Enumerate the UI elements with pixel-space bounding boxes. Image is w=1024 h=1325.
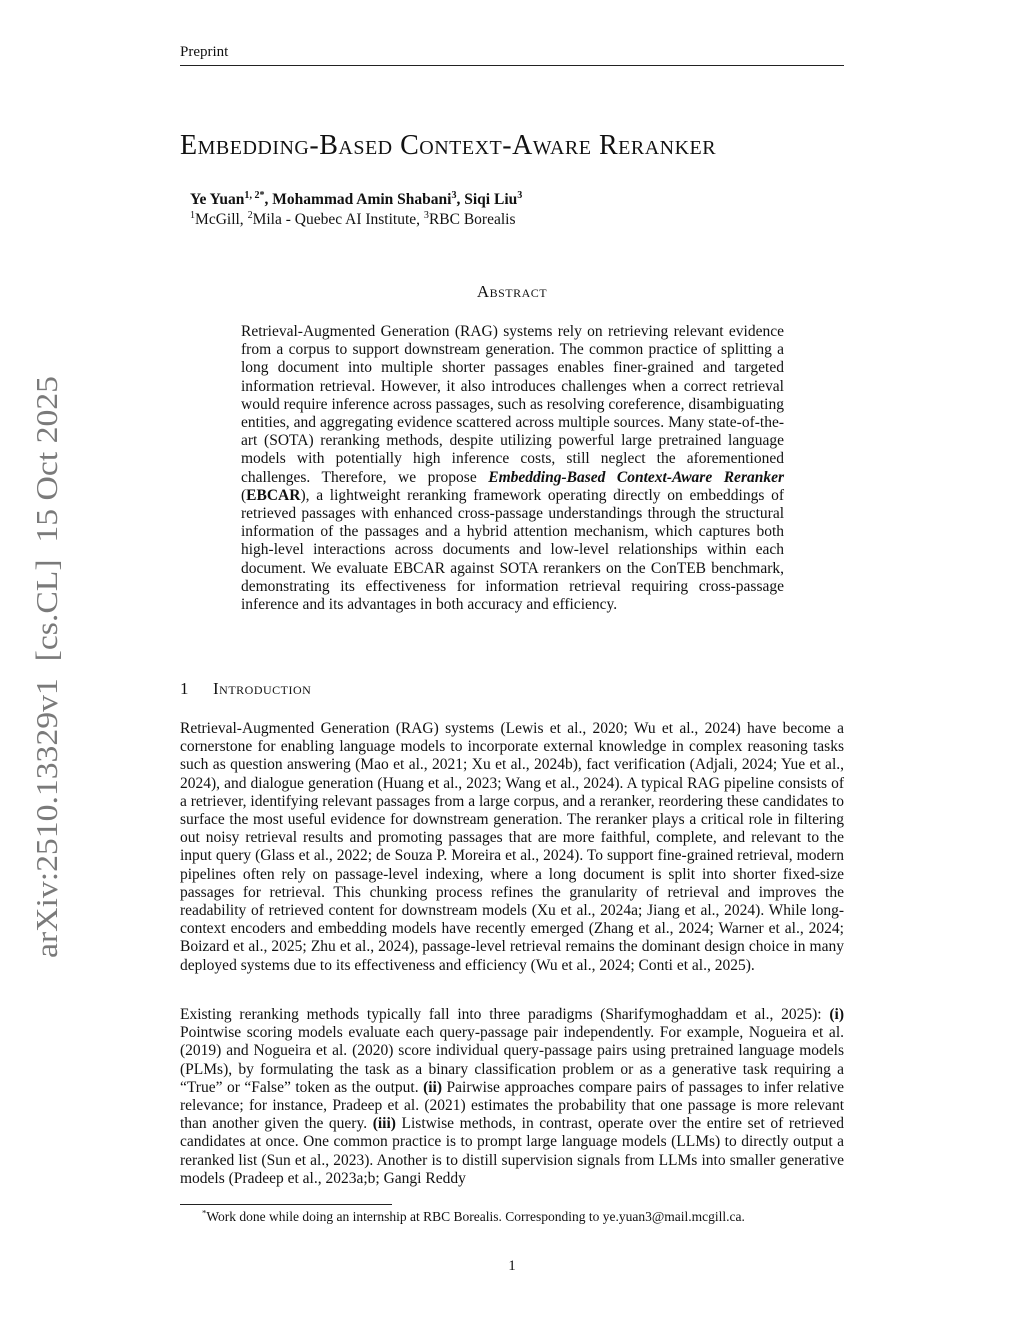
footnote-rule [180, 1204, 392, 1205]
affiliation-mark: 2 [247, 209, 253, 221]
running-header-label: Preprint [180, 44, 229, 60]
footnote-marker: * [202, 1207, 207, 1218]
section-number: 1 [180, 679, 189, 698]
author-name: Mohammad Amin Shabani [272, 191, 452, 208]
abstract-text-part: ), a lightweight reranking framework operating directly on embeddings of retrieved passages with enhanced cross-passage understandings through the structural information of the passages and a hybrid attention mechanism, which captures both high-level interactions across documents and low-level relationships within each document. We evaluate EBCAR against SOTA rerankers on the ConTEB benchmark, demonstrating its effectiveness for information retrieval requiring cross-passage inference and its advantages in both accuracy and efficiency. [241, 486, 784, 614]
affiliation-mark: 1 [190, 209, 196, 221]
arxiv-sidebar-stamp [26, 375, 66, 960]
section-heading-introduction [180, 679, 844, 699]
author-affiliation-mark: 1, 2* [244, 189, 265, 201]
abstract-text-part: ( [241, 486, 247, 504]
author-affiliation-mark: 3 [451, 189, 457, 201]
author-separator: , [456, 191, 465, 208]
affiliation: McGill, [195, 211, 248, 228]
paradigm-marker: (ii) [423, 1078, 443, 1096]
paragraph-text: Pairwise approaches compare pairs of passages to infer relative relevance; for instance, Pradeep et al. (2021) estimates the probability that one passage is more relevant than another given the query. [180, 1078, 844, 1133]
intro-paragraph-2 [180, 1006, 844, 1188]
running-header [180, 44, 844, 66]
abstract-text-part: Retrieval-Augmented Generation (RAG) systems rely on retrieving relevant evidence from a corpus to support downstream generation. The common practice of splitting a long document into multiple shorter passages enables finer-grained and targeted information retrieval. However, it also introduces challenges when a correct retrieval would require inference across passages, such as resolving coreference, disambiguating entities, and aggregating evidence scattered across multiple sources. Many state-of-the-art (SOTA) reranking methods, despite utilizing powerful large pretrained language models with potentially high inference costs, still neglect the aforementioned challenges. Therefore, we propose [241, 323, 784, 486]
author-separator: , [264, 191, 273, 208]
paragraph-text: Existing reranking methods typically fall into three paradigms (Sharifymoghaddam et al., 2025): [180, 1006, 830, 1023]
intro-paragraph-1: Retrieval-Augmented Generation (RAG) systems (Lewis et al., 2020; Wu et al., 2024) have become a cornerstone for enabling language models to incorporate external knowledge in complex reasoning tasks such as question answering (Mao et al., 2021; Xu et al., 2024b), fact verification (Adjali, 2024; Yue et al., 2024), and dialogue generation (Huang et al., 2023; Wang et al., 2024). A typical RAG pipeline consists of a retriever, identifying relevant passages from a large corpus, and a reranker, reordering these candidates to surface the most useful evidence for downstream generation. The reranker plays a critical role in filtering out noisy retrieval results and promoting passages that are more faithful, complete, and relevant to the input query (Glass et al., 2022; de Souza P. Moreira et al., 2024). To support fine-grained retrieval, modern pipelines often rely on passage-level indexing, where a long document is split into shorter fixed-size passages for retrieval. This chunking process refines the granularity of retrieval and improves the readability of retrieved content for downstream models (Xu et al., 2024a; Jiang et al., 2024). While long-context encoders and embedding models have recently emerged (Zhang et al., 2024; Warner et al., 2024; Boizard et al., 2025; Zhu et al., 2024), passage-level retrieval remains the dominant design choice in many deployed systems due to its effectiveness and efficiency (Wu et al., 2024; Conti et al., 2025). [180, 720, 844, 974]
method-acronym: EBCAR [246, 486, 301, 504]
paper-title: Embedding-Based Context-Aware Reranker [180, 130, 717, 161]
abstract-text [241, 323, 784, 614]
paragraph-text: Pointwise scoring models evaluate each query-passage pair independently. For example, Nogueira et al. (2019) and Nogueira et al. (2020) score individual query-passage pairs using pretrained language models (PLMs), by formulating the task as a binary classification problem or as a generative task requiring a “True” or “False” token as the output. [180, 1024, 844, 1096]
paradigm-marker: (iii) [372, 1115, 396, 1133]
affiliation: Mila - Quebec AI Institute, [252, 211, 424, 228]
affiliation-mark: 3 [423, 209, 429, 221]
paragraph-text: Listwise methods, in contrast, operate over the entire set of retrieved candidates at once. One common practice is to prompt large language models (LLMs) to directly output a reranked list (Sun et al., 2023). Another is to distill supervision signals from LLMs into smaller generative models (Pradeep et al., 2023a;b; Gangi Reddy [180, 1115, 844, 1187]
page-number: 1 [508, 1258, 516, 1274]
author-name: Ye Yuan [190, 191, 245, 208]
method-name: Embedding-Based Context-Aware Reranker [488, 468, 785, 486]
abstract-heading: Abstract [476, 282, 548, 301]
affiliation: RBC Borealis [428, 211, 516, 228]
footnote [202, 1208, 842, 1225]
author-name: Siqi Liu [464, 191, 518, 208]
arxiv-identifier: arXiv:2510.13329v1 [cs.CL] 15 Oct 2025 [29, 422, 64, 958]
footnote-text: Work done while doing an internship at RBC Borealis. Corresponding to ye.yuan3@mail.mcgill.ca. [206, 1209, 745, 1224]
author-affiliation-mark: 3 [517, 189, 523, 201]
author-block [190, 190, 830, 230]
author-names [190, 190, 830, 210]
section-title: Introduction [213, 679, 312, 698]
paradigm-marker: (i) [829, 1006, 844, 1023]
affiliations [190, 210, 830, 230]
